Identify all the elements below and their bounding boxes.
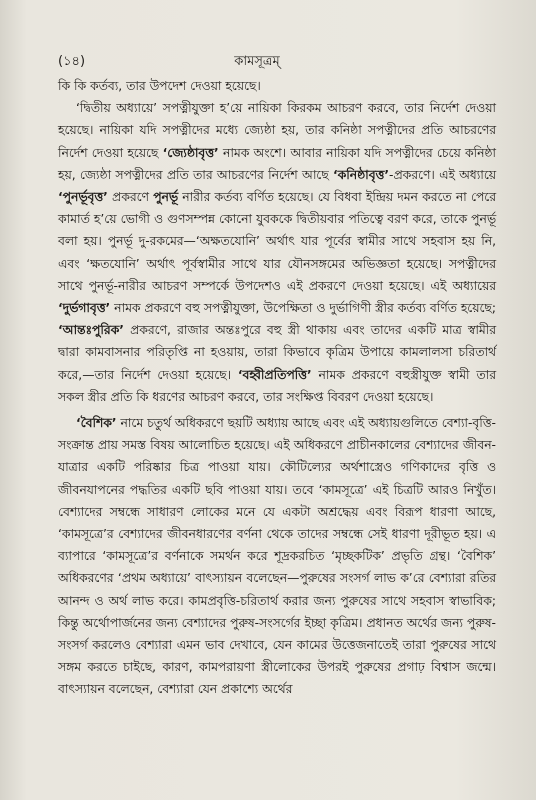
bold-term: ‘আন্তঃপুরিক’ [58,323,124,338]
text-run: নামক অংশে। আবার নায়িকা যদি সপত্নীদের চেয়ে কনিষ্ঠা হয়, জ্যেষ্ঠা সপত্নীদের প্রতি তার আচরণের নির্দেশ আছে [58,145,496,182]
bold-term: ‘কনিষ্ঠাবৃত্ত’ [333,167,390,182]
text-run: নারীর কর্তব্য বর্ণিত হয়েছে। যে বিধবা ইন্দ্রিয় দমন করতে না পেরে কামার্ত হ’য়ে ভোগী ও গুণসম্পন্ন কোনো যুবককে দ্বিতীয়বার পতিত্বে বরণ করে, তাকে পুনর্ভূ বলা হয়। পুনর্ভূ দু-রকমের—‘অক্ষতযোনি’ অর্থাৎ যার পূর্বের স্বামীর সাথে সহবাস হয় নি, এবং ‘ক্ষতযোনি’ অর্থাৎ পূর্বস্বামীর সাথে যার যৌনসঙ্গমের অভিজ্ঞতা হয়েছে। সপত্নীদের সাথে পুনর্ভূ-নারীর আচরণ সম্পর্কে উপদেশও এই প্রকরণে দেওয়া হয়েছে। এই অধ্যায়ের [58,190,496,293]
text-run: -প্রকরণে। এই অধ্যায়ে [389,167,497,182]
page-header [58,52,496,73]
paragraph-vaishika-section [58,412,496,701]
text-run: নামক প্রকরণে বহুস্ত্রীযুক্ত স্বামী তার সকল স্ত্রীর প্রতি কি ধরণের আচরণ করবে, তার সংক্ষিপ্ত বিবরণ দেওয়া হয়েছে। [58,367,496,404]
bold-term: ‘জ্যেষ্ঠাবৃত্ত’ [162,145,219,160]
paragraph-continuation: কি কি কর্তব্য, তার উপদেশ দেওয়া হয়েছে। [58,79,261,93]
paragraph-second-chapter [58,97,496,408]
text-run: ‘দ্বিতীয় অধ্যায়ে’ সপত্নীযুক্তা হ’য়ে নায়িকা কিরকম আচরণ করবে, তার নির্দেশ দেওয়া হয়েছে। নায়িকা যদি সপত্নীদের মধ্যে জ্যেষ্ঠা হয়, তার কনিষ্ঠা সপত্নীদের প্রতি আচরণের নির্দেশ দেওয়া হয়েছে [58,101,496,160]
running-title: কামসূত্রম্ [234,54,280,69]
text-run: প্রকরণে, রাজার অন্তঃপুরে বহু স্ত্রী থাকায় এবং তাদের একটি মাত্র স্বামীর দ্বারা কামবাসনার পরিতৃপ্তি না হওয়ায়, তারা কিভাবে কৃত্রিম উপায়ে কামলালসা চরিতার্থ করে,—তার নির্দেশ দেওয়া হয়েছে। [58,323,496,382]
bold-term: ‘বৈশিক’ [76,416,117,431]
text-run: প্রকরণে [107,190,154,205]
text-run: নামক প্রকরণে বহু সপত্নীযুক্তা, উপেক্ষিতা ও দুর্ভাগিণী স্ত্রীর কর্তব্য বর্ণিত হয়েছে; [110,301,496,316]
page-number: (১৪) [58,54,86,69]
bold-term: ‘দুর্ভগাবৃত্ত’ [58,301,111,316]
bold-term: পুনর্ভূ [153,190,179,205]
bold-term: ‘পুনর্ভূবৃত্ত’ [58,190,108,205]
text-run: নামে চতুর্থ অধিকরণে ছয়টি অধ্যায় আছে এবং এই অধ্যায়গুলিতে বেশ্যা-বৃত্তি-সংক্রান্ত প্রায় সমস্ত বিষয় আলোচিত হয়েছে। এই অধিকরণে প্রাচীনকালের বেশ্যাদের জীবন-যাত্রার একটি পরিষ্কার চিত্র পাওয়া যায়। কৌটিল্যের অর্থশাস্ত্রেও গণিকাদের বৃত্তি ও জীবনযাপনের পদ্ধতির একটি ছবি পাওয়া যায়। তবে ‘কামসূত্রে’ এই চিত্রটি আরও নিখুঁত। বেশ্যাদের সম্বন্ধে সাধারণ লোকের মনে যে একটা অশ্রদ্ধেয় এবং বিরূপ ধারণা আছে, ‘কামসূত্রে’র বেশ্যাদের জীবনধারণের বর্ণনা থেকে তাদের সম্বন্ধে সেই ধারণা দূরীভূত হয়। এ ব্যাপারে ‘কামসূত্রে’র বর্ণনাকে সমর্থন করে শূদ্রকরচিত ‘মৃচ্ছকটিক’ প্রভৃতি গ্রন্থ। ‘বৈশিক’ অধিকরণের ‘প্রথম অধ্যায়ে’ বাৎস্যায়ন বলেছেন—পুরুষের সংসর্গ লাভ ক’রে বেশ্যারা রতির আনন্দ ও অর্থ লাভ করে। কামপ্রবৃত্তি-চরিতার্থ করার জন্য পুরুষের সাথে সহবাস স্বাভাবিক; কিন্তু অর্থোপার্জনের জন্য বেশ্যাদের পুরুষ-সংসর্গের ইচ্ছা কৃত্রিম। প্রধানত অর্থের জন্য পুরুষ-সংসর্গ করলেও বেশ্যারা এমন ভাব দেখাবে, যেন কামের উত্তেজনাতেই তারা পুরুষের সাথে সঙ্গম করতে চাইছে, কারণ, কামপরায়ণা স্ত্রীলোকের উপরই পুরুষের প্রগাঢ় বিশ্বাস জন্মে। বাৎস্যায়ন বলেছেন, বেশ্যারা যেন প্রকাশ্যে অর্থের [58,416,496,697]
bold-term: ‘বহ্বীপ্রতিপত্তি’ [237,367,312,382]
